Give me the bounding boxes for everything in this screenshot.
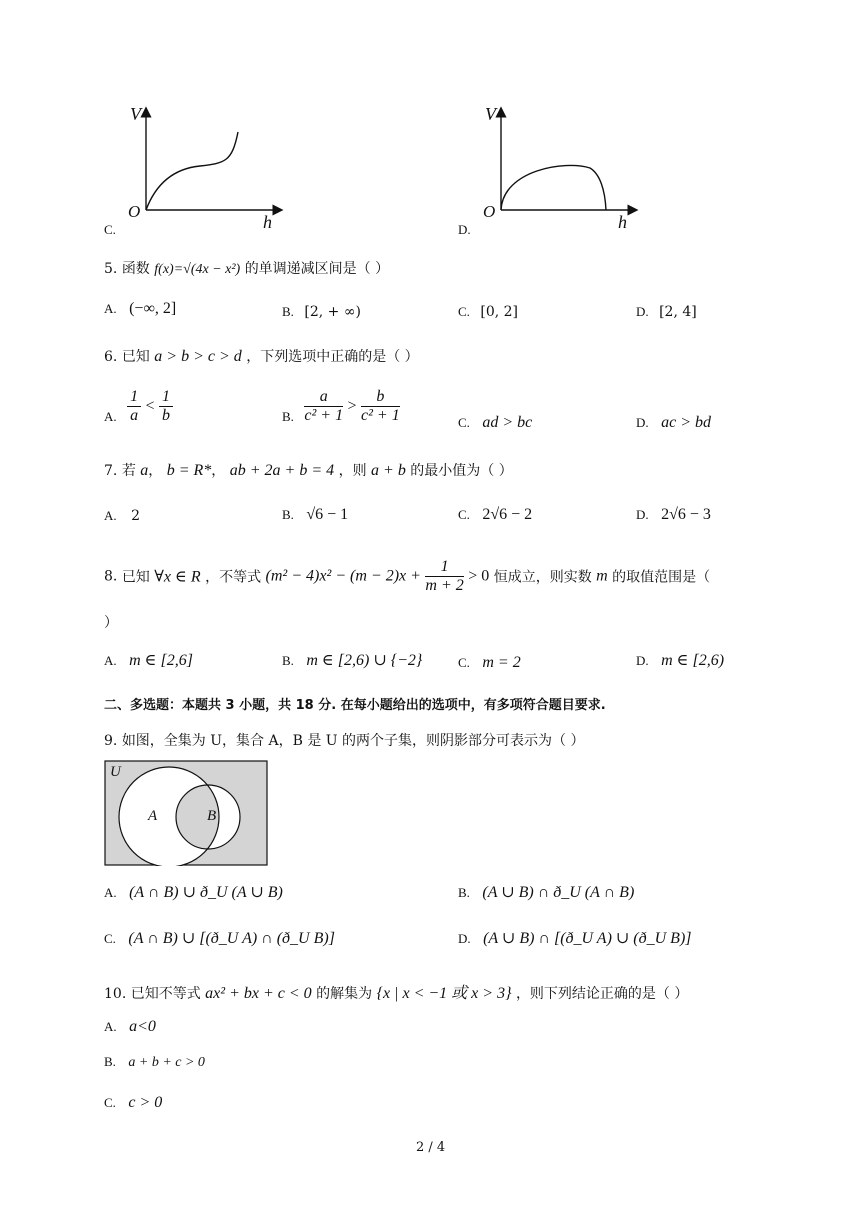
graph-d-v-label: V: [485, 104, 496, 124]
section-2-heading: 二、多选题：本题共 3 小题，共 18 分. 在每小题给出的选项中，有多项符合题目要求.: [104, 698, 606, 713]
q5-pre: 函数: [121, 261, 150, 277]
q8-tail: ）: [104, 615, 118, 631]
q6-post: ，下列选项中正确的是（ ）: [246, 349, 419, 365]
venn-label-b: B: [207, 808, 217, 824]
q5-option-a: A. (−∞, 2]: [104, 300, 177, 317]
q10-option-b: B. a + b + c > 0: [104, 1054, 205, 1070]
q9-option-d: D. (A ∪ B) ∩ [(ð_U A) ∪ (ð_U B)]: [458, 930, 692, 947]
q7-option-d: D. 2√6 − 3: [636, 506, 711, 523]
venn-label-u: U: [110, 764, 121, 780]
page-number: 2 / 4: [416, 1140, 446, 1155]
question-7: 7. 若 a， b = R*， ab + 2a + b = 4 ，则 a + b 的最小值为（ ）: [104, 462, 513, 479]
graph-d-h-label: h: [618, 212, 627, 232]
graph-c-origin-label: O: [128, 202, 141, 221]
q9-option-b: B. (A ∪ B) ∩ ð_U (A ∩ B): [458, 884, 635, 901]
q5-option-c: C. [0, 2]: [458, 304, 519, 320]
q8-option-b: B. m ∈ [2,6) ∪ {−2}: [282, 652, 423, 669]
q10-option-a: A. a<0: [104, 1018, 156, 1035]
q5-function: f(x)=√(4x − x²): [154, 262, 241, 277]
graph-d-curve: [501, 165, 606, 210]
q5-post: 的单调递减区间是（ ）: [244, 261, 390, 277]
q8-option-c: C. m = 2: [458, 654, 521, 671]
q6-option-c: C. ad > bc: [458, 414, 533, 431]
graph-c-curve: [146, 132, 238, 210]
graph-c-h-label: h: [263, 212, 272, 232]
venn-label-a: A: [148, 808, 158, 824]
q9-option-a: A. (A ∩ B) ∪ ð_U (A ∪ B): [104, 884, 283, 901]
q6-option-b: B. $\frac{a}{\text{c² + 1}}$ > $\frac{b}{\text{c² + 1}}$: [282, 388, 400, 424]
q5-number: 5.: [104, 261, 118, 277]
venn-diagram: [104, 760, 268, 866]
graph-c-option-label: C.: [104, 222, 116, 237]
question-6: [104, 346, 419, 366]
graph-d-option-label: D.: [458, 222, 471, 237]
q6-pre: 已知: [121, 349, 150, 365]
q7-option-a: A. 2: [104, 508, 141, 524]
q10-option-c: C. c > 0: [104, 1094, 163, 1111]
q6-option-a: A. $\frac{1}{a}$ < $\frac{1}{b}$: [104, 388, 173, 425]
graph-c-v-label: V: [130, 104, 141, 124]
question-9: 9. 如图，全集为 U，集合 A，B 是 U 的两个子集，则阴影部分可表示为（ ）: [104, 733, 585, 749]
graph-d-origin-label: O: [483, 202, 496, 221]
question-8: 8. 已知 ∀x ∈ R ，不等式 (m² − 4)x² − (m − 2)x + $\frac{1}{m + 2}$ > 0 恒成立，则实数 m 的取值范围是（: [104, 558, 711, 594]
q5-option-d: D. [2, 4]: [636, 304, 697, 320]
q8-option-d: D. m ∈ [2,6): [636, 652, 725, 669]
q6-option-d: D. ac > bd: [636, 414, 711, 431]
question-10: 10. 已知不等式 ax² + bx + c < 0 的解集为 {x | x < −1 或 x > 3} ，则下列结论正确的是（ ）: [104, 985, 689, 1002]
question-5: [104, 258, 389, 278]
q9-option-c: C. (A ∩ B) ∪ [(ð_U A) ∩ (ð_U B)]: [104, 930, 335, 947]
q6-condition: a > b > c > d: [154, 348, 242, 365]
q6-number: 6.: [104, 349, 118, 365]
q8-option-a: A. m ∈ [2,6]: [104, 652, 193, 669]
q7-option-b: B. √6 − 1: [282, 506, 349, 523]
q7-option-c: C. 2√6 − 2: [458, 506, 533, 523]
q5-option-b: B. [2, + ∞): [282, 304, 361, 320]
